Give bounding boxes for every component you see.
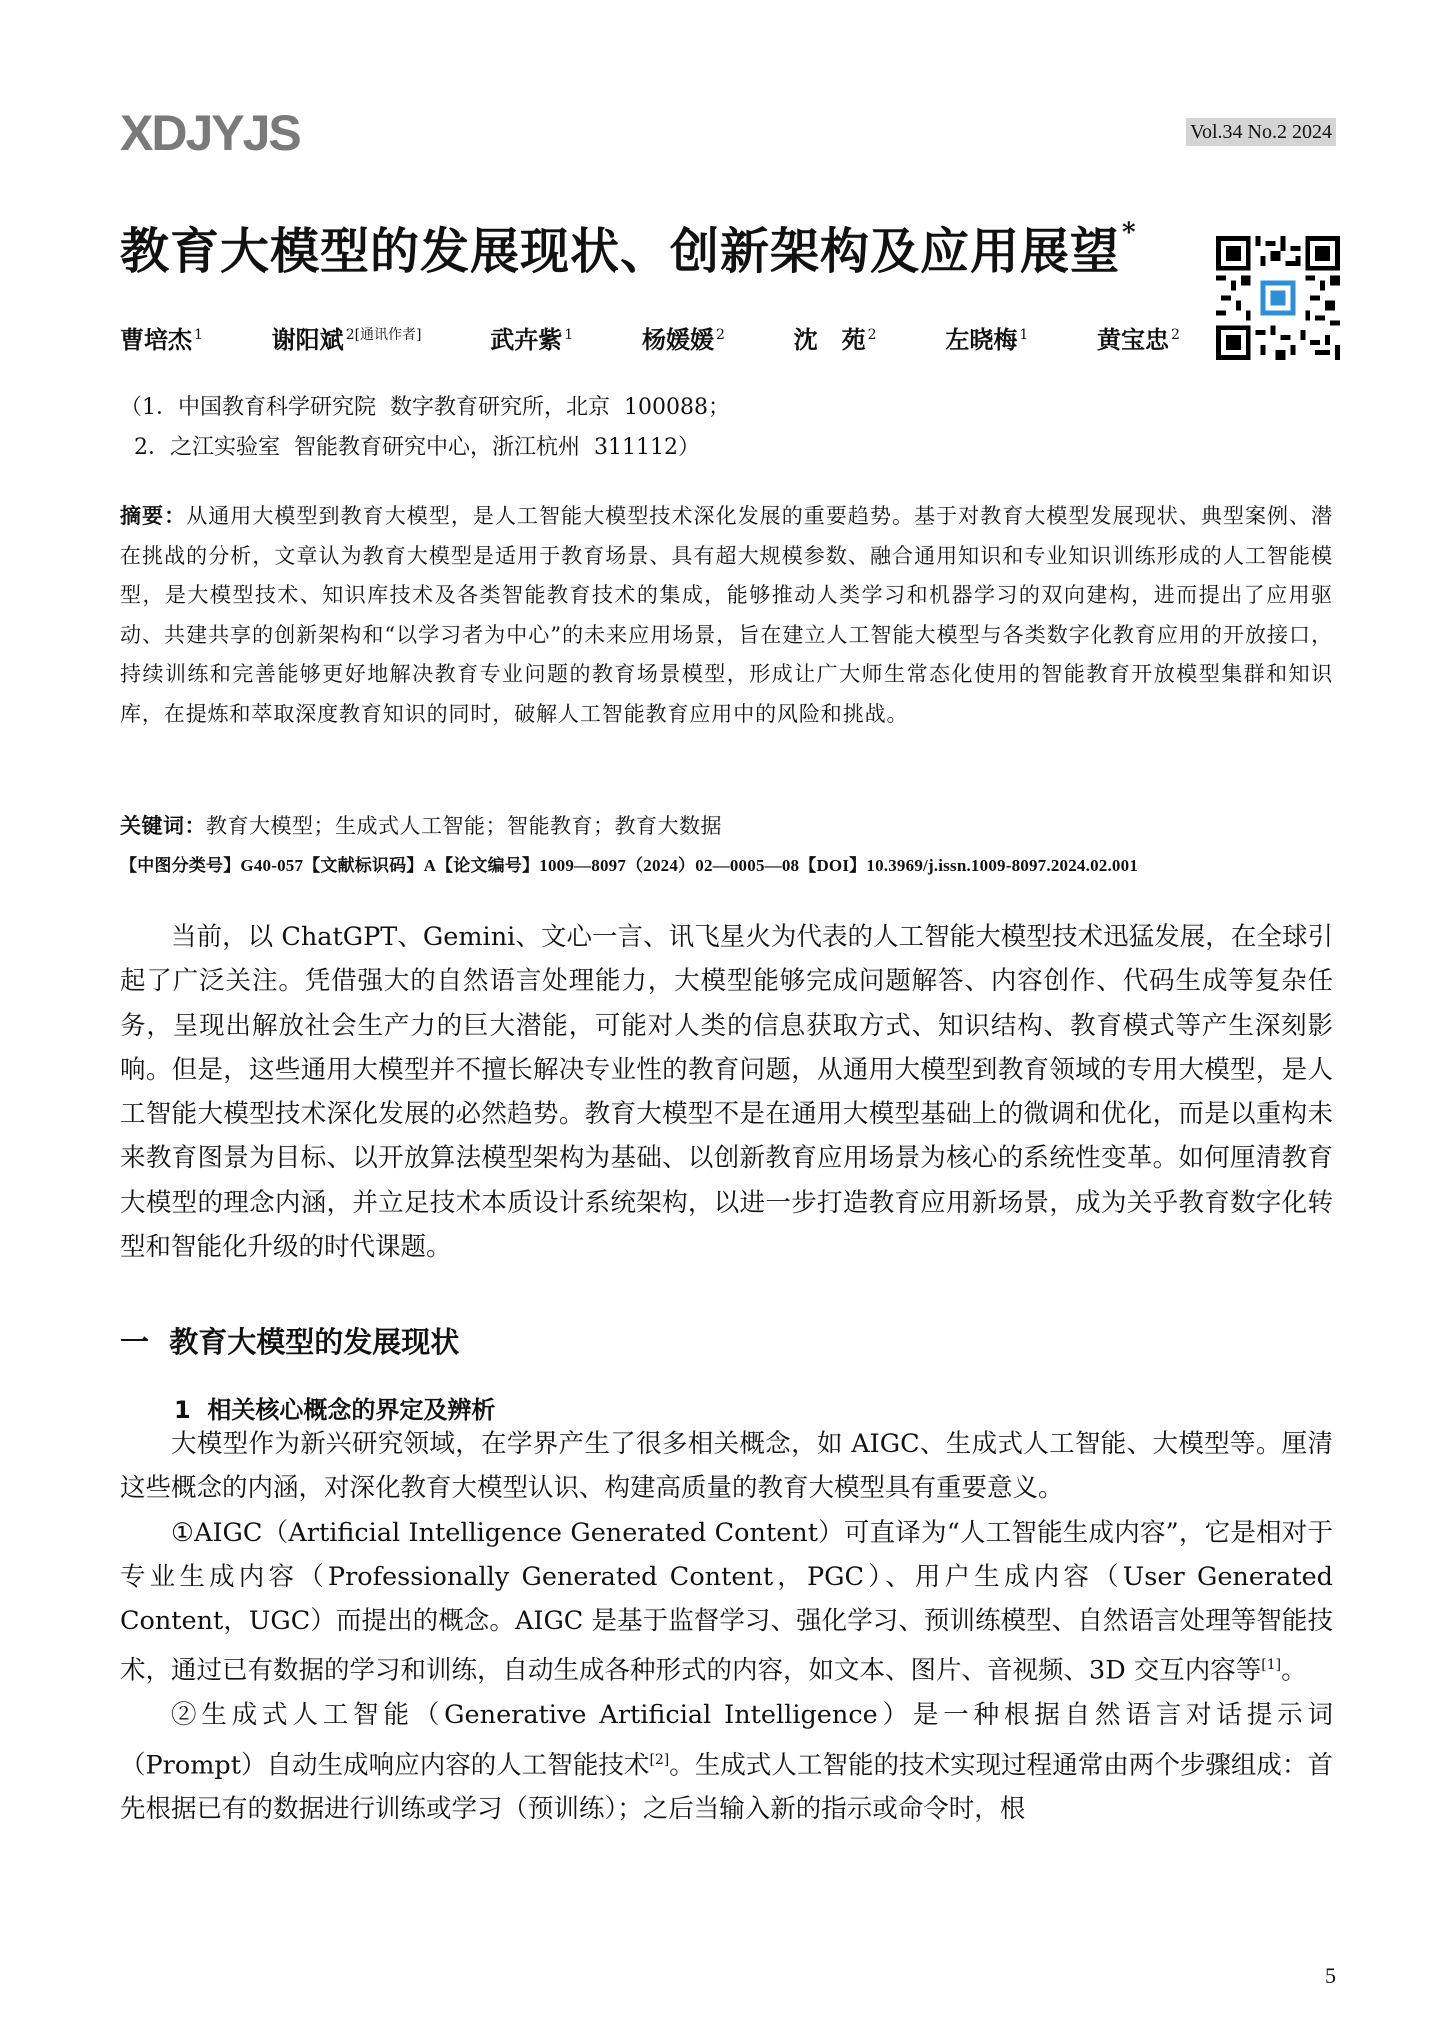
abstract-label: 摘要： bbox=[120, 503, 187, 528]
volume-label: Vol.34 No.2 2024 bbox=[1186, 118, 1336, 146]
section-heading: 一 教育大模型的发展现状 bbox=[120, 1325, 460, 1359]
intro-body bbox=[120, 915, 1333, 1269]
citation-ref: [2] bbox=[649, 1751, 670, 1768]
author: 曹培杰 $^1$ bbox=[120, 325, 203, 354]
author: 黄宝忠 $^2$ bbox=[1097, 325, 1180, 354]
qr-code-icon bbox=[1216, 236, 1340, 360]
intro-paragraph: 当前，以 ChatGPT、Gemini、文心一言、讯飞星火为代表的人工智能大模型技术迅猛发展，在全球引起了广泛关注。凭借强大的自然语言处理能力，大模型能够完成问题解答、内容创作、代码生成等复杂任务，呈现出解放社会生产力的巨大潜能，可能对人类的信息获取方式、知识结构、教育模式等产生深刻影响。但是，这些通用大模型并不擅长解决专业性的教育问题，从通用大模型到教育领域的专用大模型，是人工智能大模型技术深化发展的必然趋势。教育大模型不是在通用大模型基础上的微调和优化，而是以重构未来教育图景为目标、以开放算法模型架构为基础、以创新教育应用场景为核心的系统性变革。如何厘清教育大模型的理念内涵，并立足技术本质设计系统架构，以进一步打造教育应用新场景，成为关乎教育数字化转型和智能化升级的时代课题。 bbox=[120, 922, 1333, 1263]
title-text: 教育大模型的发展现状、创新架构及应用展望 bbox=[120, 222, 1121, 280]
author: 沈 苑 $^2$ bbox=[793, 325, 877, 354]
author: 武卉紫 $^1$ bbox=[490, 325, 574, 354]
abstract-text: 从通用大模型到教育大模型，是人工智能大模型技术深化发展的重要趋势。基于对教育大模型发展现状、典型案例、潜在挑战的分析，文章认为教育大模型是适用于教育场景、具有超大规模参数、融合通用知识和专业知识训练形成的人工智能模型，是大模型技术、知识库技术及各类智能教育技术的集成，能够推动人类学习和机器学习的双向建构，进而提出了应用驱动、共建共享的创新架构和“以学习者为中心”的未来应用场景，旨在建立人工智能大模型与各类数字化教育应用的开放接口，持续训练和完善能够更好地解决教育专业问题的教育场景模型，形成让广大师生常态化使用的智能教育开放模型集群和知识库，在提炼和萃取深度教育知识的同时，破解人工智能教育应用中的风险和挑战。 bbox=[120, 504, 1334, 726]
citation-ref: [1] bbox=[1261, 1657, 1282, 1674]
paper-title bbox=[120, 218, 1137, 281]
body-paragraph: ①AIGC（Artificial Intelligence Generated Content）可直译为“人工智能生成内容”，它是相对于专业生成内容（Professionally Generated Content，PGC）、用户生成内容（User Generated Content，UGC）而提出的概念。AIGC 是基于监督学习、强化学习、预训练模型、自然语言处理等智能技术，通过已有数据的学习和训练，自动生成各种形式的内容，如文本、图片、音视频、3D 交互内容等[1]。 bbox=[120, 1517, 1333, 1686]
affiliations bbox=[120, 388, 730, 468]
author: 杨媛媛 $^2$ bbox=[641, 325, 725, 354]
title-footnote-mark: * bbox=[1122, 218, 1137, 248]
keywords-label: 关键词： bbox=[120, 813, 206, 838]
author: 谢阳斌 $^{2[通讯作者]}$ bbox=[271, 325, 422, 354]
abstract bbox=[120, 496, 1333, 734]
author: 左晓梅 $^1$ bbox=[945, 325, 1029, 354]
keywords bbox=[120, 808, 722, 844]
section-body bbox=[120, 1422, 1333, 1832]
body-paragraph: ②生成式人工智能（Generative Artificial Intelligence）是一种根据自然语言对话提示词（Prompt）自动生成响应内容的人工智能技术[2]。生成式人工智能的技术实现过程通常由两个步骤组成：首先根据已有的数据进行训练或学习（预训练）；之后当输入新的指示或命令时，根 bbox=[120, 1700, 1333, 1825]
affiliation-line: （1．中国教育科学研究院 数字教育研究所，北京 100088； bbox=[120, 395, 730, 420]
body-paragraph: 大模型作为新兴研究领域，在学界产生了很多相关概念，如 AIGC、生成式人工智能、大模型等。厘清这些概念的内涵，对深化教育大模型认识、构建高质量的教育大模型具有重要意义。 bbox=[120, 1429, 1333, 1504]
classification-line: 【中图分类号】G40-057【文献标识码】A【论文编号】1009—8097（2024）02—0005—08【DOI】10.3969/j.issn.1009-8097.2024.02.001 bbox=[120, 856, 1139, 875]
journal-logo: XDJYJS bbox=[120, 105, 300, 161]
subsection-heading: 1 相关核心概念的界定及辨析 bbox=[174, 1396, 496, 1424]
author-list bbox=[120, 320, 1180, 355]
keywords-text: 教育大模型；生成式人工智能；智能教育；教育大数据 bbox=[206, 814, 722, 838]
affiliation-line: 2．之江实验室 智能教育研究中心，浙江杭州 311112） bbox=[120, 435, 700, 460]
page-number: 5 bbox=[1325, 1963, 1336, 1988]
